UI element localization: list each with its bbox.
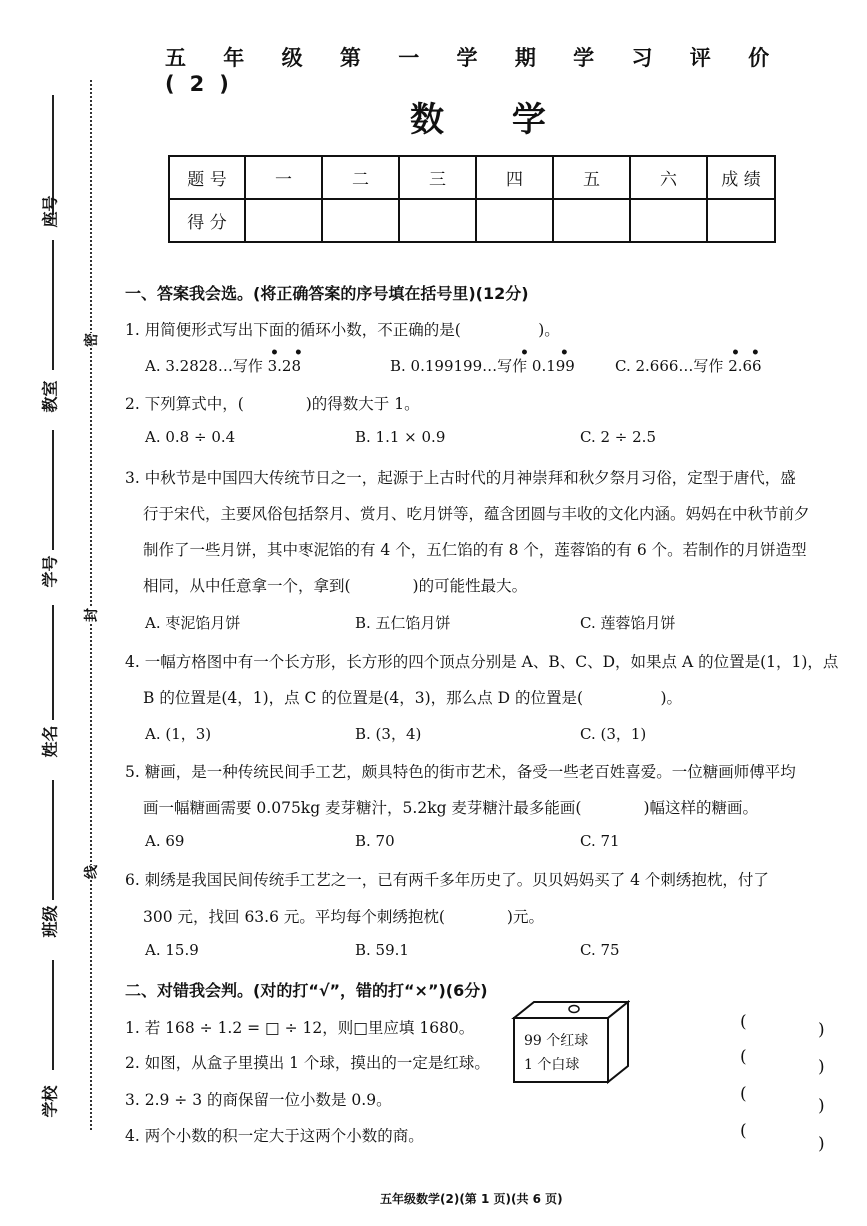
repeating-dots: • • — [270, 345, 308, 361]
blank-line — [52, 960, 54, 1070]
q1-text: 1. 用简便形式写出下面的循环小数，不正确的是( )。 — [125, 321, 560, 339]
subject-title: 数 学 — [410, 100, 574, 140]
score-cell: 五 — [553, 156, 630, 199]
score-cell: 二 — [322, 156, 399, 199]
judge-item-1: 1. 若 168 ÷ 1.2 = □ ÷ 12，则□里应填 1680。 — [125, 1019, 475, 1037]
judge-item-4: 4. 两个小数的积一定大于这两个小数的商。 — [125, 1127, 424, 1145]
answer-paren-close: ) — [818, 1020, 825, 1040]
blank-line — [52, 240, 54, 370]
score-cell: 得 分 — [169, 199, 245, 242]
score-table — [168, 155, 776, 243]
answer-paren-open: ( — [740, 1121, 747, 1141]
score-blank[interactable] — [553, 199, 630, 242]
q2-option-a: A. 0.8 ÷ 0.4 — [145, 428, 236, 446]
seal-dotted-line — [90, 80, 92, 1130]
classroom-label: 教室 — [40, 380, 60, 413]
q6-option-b: B. 59.1 — [355, 941, 409, 959]
q2-option-b: B. 1.1 × 0.9 — [355, 428, 446, 446]
answer-paren-open: ( — [740, 1012, 747, 1032]
judge-item-3: 3. 2.9 ÷ 3 的商保留一位小数是 0.9。 — [125, 1091, 392, 1109]
score-blank[interactable] — [476, 199, 553, 242]
box-red-ball-text: 99 个红球 — [524, 1033, 589, 1049]
section1-heading: 一、答案我会选。(将正确答案的序号填在括号里)(12分) — [125, 284, 529, 303]
blank-line — [52, 605, 54, 720]
q2-option-c: C. 2 ÷ 2.5 — [580, 428, 656, 446]
score-blank[interactable] — [322, 199, 399, 242]
seal-char-mi: 密 — [81, 333, 101, 347]
seal-char-feng: 封 — [81, 608, 101, 622]
q1-option-a: A. 3.2828…写作 3.28 — [145, 357, 302, 375]
ball-box-figure — [510, 1000, 630, 1085]
q2-text: 2. 下列算式中，( )的得数大于 1。 — [125, 395, 420, 413]
answer-paren-open: ( — [740, 1047, 747, 1067]
q5-line: 5. 糖画，是一种传统民间手工艺，颇具特色的街市艺术，备受一些老百姓喜爱。一位糖画师傅平均 — [125, 763, 796, 781]
student-id-label: 学号 — [40, 555, 60, 588]
page-footer: 五年级数学(2)(第 1 页)(共 6 页) — [380, 1192, 563, 1206]
score-blank[interactable] — [630, 199, 707, 242]
q4-line: B 的位置是(4，1)，点 C 的位置是(4，3)，那么点 D 的位置是( )。 — [143, 689, 683, 707]
score-cell: 四 — [476, 156, 553, 199]
score-cell: 六 — [630, 156, 707, 199]
score-table-header-row — [169, 156, 775, 199]
score-blank[interactable] — [245, 199, 322, 242]
answer-paren-close: ) — [818, 1134, 825, 1154]
q4-line: 4. 一幅方格图中有一个长方形，长方形的四个顶点分别是 A、B、C、D，如果点 A 的位置是(1，1)，点 — [125, 653, 839, 671]
q4-option-a: A. (1，3) — [145, 725, 212, 743]
answer-paren-open: ( — [740, 1084, 747, 1104]
score-blank[interactable] — [399, 199, 476, 242]
exam-title: 五 年 级 第 一 学 期 学 习 评 价 (2) — [165, 46, 785, 96]
name-label: 姓名 — [40, 725, 60, 758]
score-cell: 一 — [245, 156, 322, 199]
q6-line: 300 元，找回 63.6 元。平均每个刺绣抱枕( )元。 — [143, 908, 544, 926]
repeating-dots: • • — [731, 345, 763, 361]
q3-line: 3. 中秋节是中国四大传统节日之一，起源于上古时代的月神崇拜和秋夕祭月习俗，定型于唐代，盛 — [125, 469, 796, 487]
score-cell: 成 绩 — [707, 156, 775, 199]
q3-option-a: A. 枣泥馅月饼 — [145, 614, 241, 632]
answer-paren-close: ) — [818, 1057, 825, 1077]
seal-char-xian: 线 — [81, 865, 101, 879]
score-cell: 三 — [399, 156, 476, 199]
q6-option-c: C. 75 — [580, 941, 620, 959]
blank-line — [52, 780, 54, 900]
q4-option-b: B. (3，4) — [355, 725, 422, 743]
q3-option-b: B. 五仁馅月饼 — [355, 614, 451, 632]
score-cell: 题 号 — [169, 156, 245, 199]
q5-option-a: A. 69 — [145, 832, 185, 850]
q3-line: 相同，从中任意拿一个，拿到( )的可能性最大。 — [143, 577, 528, 595]
judge-item-2: 2. 如图，从盒子里摸出 1 个球，摸出的一定是红球。 — [125, 1054, 490, 1072]
q5-line: 画一幅糖画需要 0.075kg 麦芽糖汁，5.2kg 麦芽糖汁最多能画( )幅这样的糖画。 — [143, 799, 759, 817]
box-white-ball-text: 1 个白球 — [524, 1057, 580, 1073]
answer-paren-close: ) — [818, 1096, 825, 1116]
q5-option-c: C. 71 — [580, 832, 620, 850]
seat-number-label: 座号 — [40, 195, 60, 228]
class-label: 班级 — [40, 905, 60, 938]
q1-option-b: B. 0.199199…写作 0.199 — [390, 357, 575, 375]
q1-option-c: C. 2.666…写作 2.66 — [615, 357, 762, 375]
q6-option-a: A. 15.9 — [145, 941, 199, 959]
score-blank[interactable] — [707, 199, 775, 242]
q3-line: 行于宋代，主要风俗包括祭月、赏月、吃月饼等，蕴含团圆与丰收的文化内涵。妈妈在中秋节前夕 — [143, 505, 810, 523]
repeating-dots: • • — [520, 345, 582, 361]
q4-option-c: C. (3，1) — [580, 725, 647, 743]
q3-line: 制作了一些月饼，其中枣泥馅的有 4 个，五仁馅的有 8 个，莲蓉馅的有 6 个。若制作的月饼造型 — [143, 541, 807, 559]
school-label: 学校 — [40, 1085, 60, 1118]
blank-line — [52, 430, 54, 550]
q5-option-b: B. 70 — [355, 832, 395, 850]
q3-option-c: C. 莲蓉馅月饼 — [580, 614, 676, 632]
q6-line: 6. 刺绣是我国民间传统手工艺之一，已有两千多年历史了。贝贝妈妈买了 4 个刺绣抱枕，付了 — [125, 871, 769, 889]
section2-heading: 二、对错我会判。(对的打“√”，错的打“×”)(6分) — [125, 981, 488, 1000]
score-table-score-row — [169, 199, 775, 242]
